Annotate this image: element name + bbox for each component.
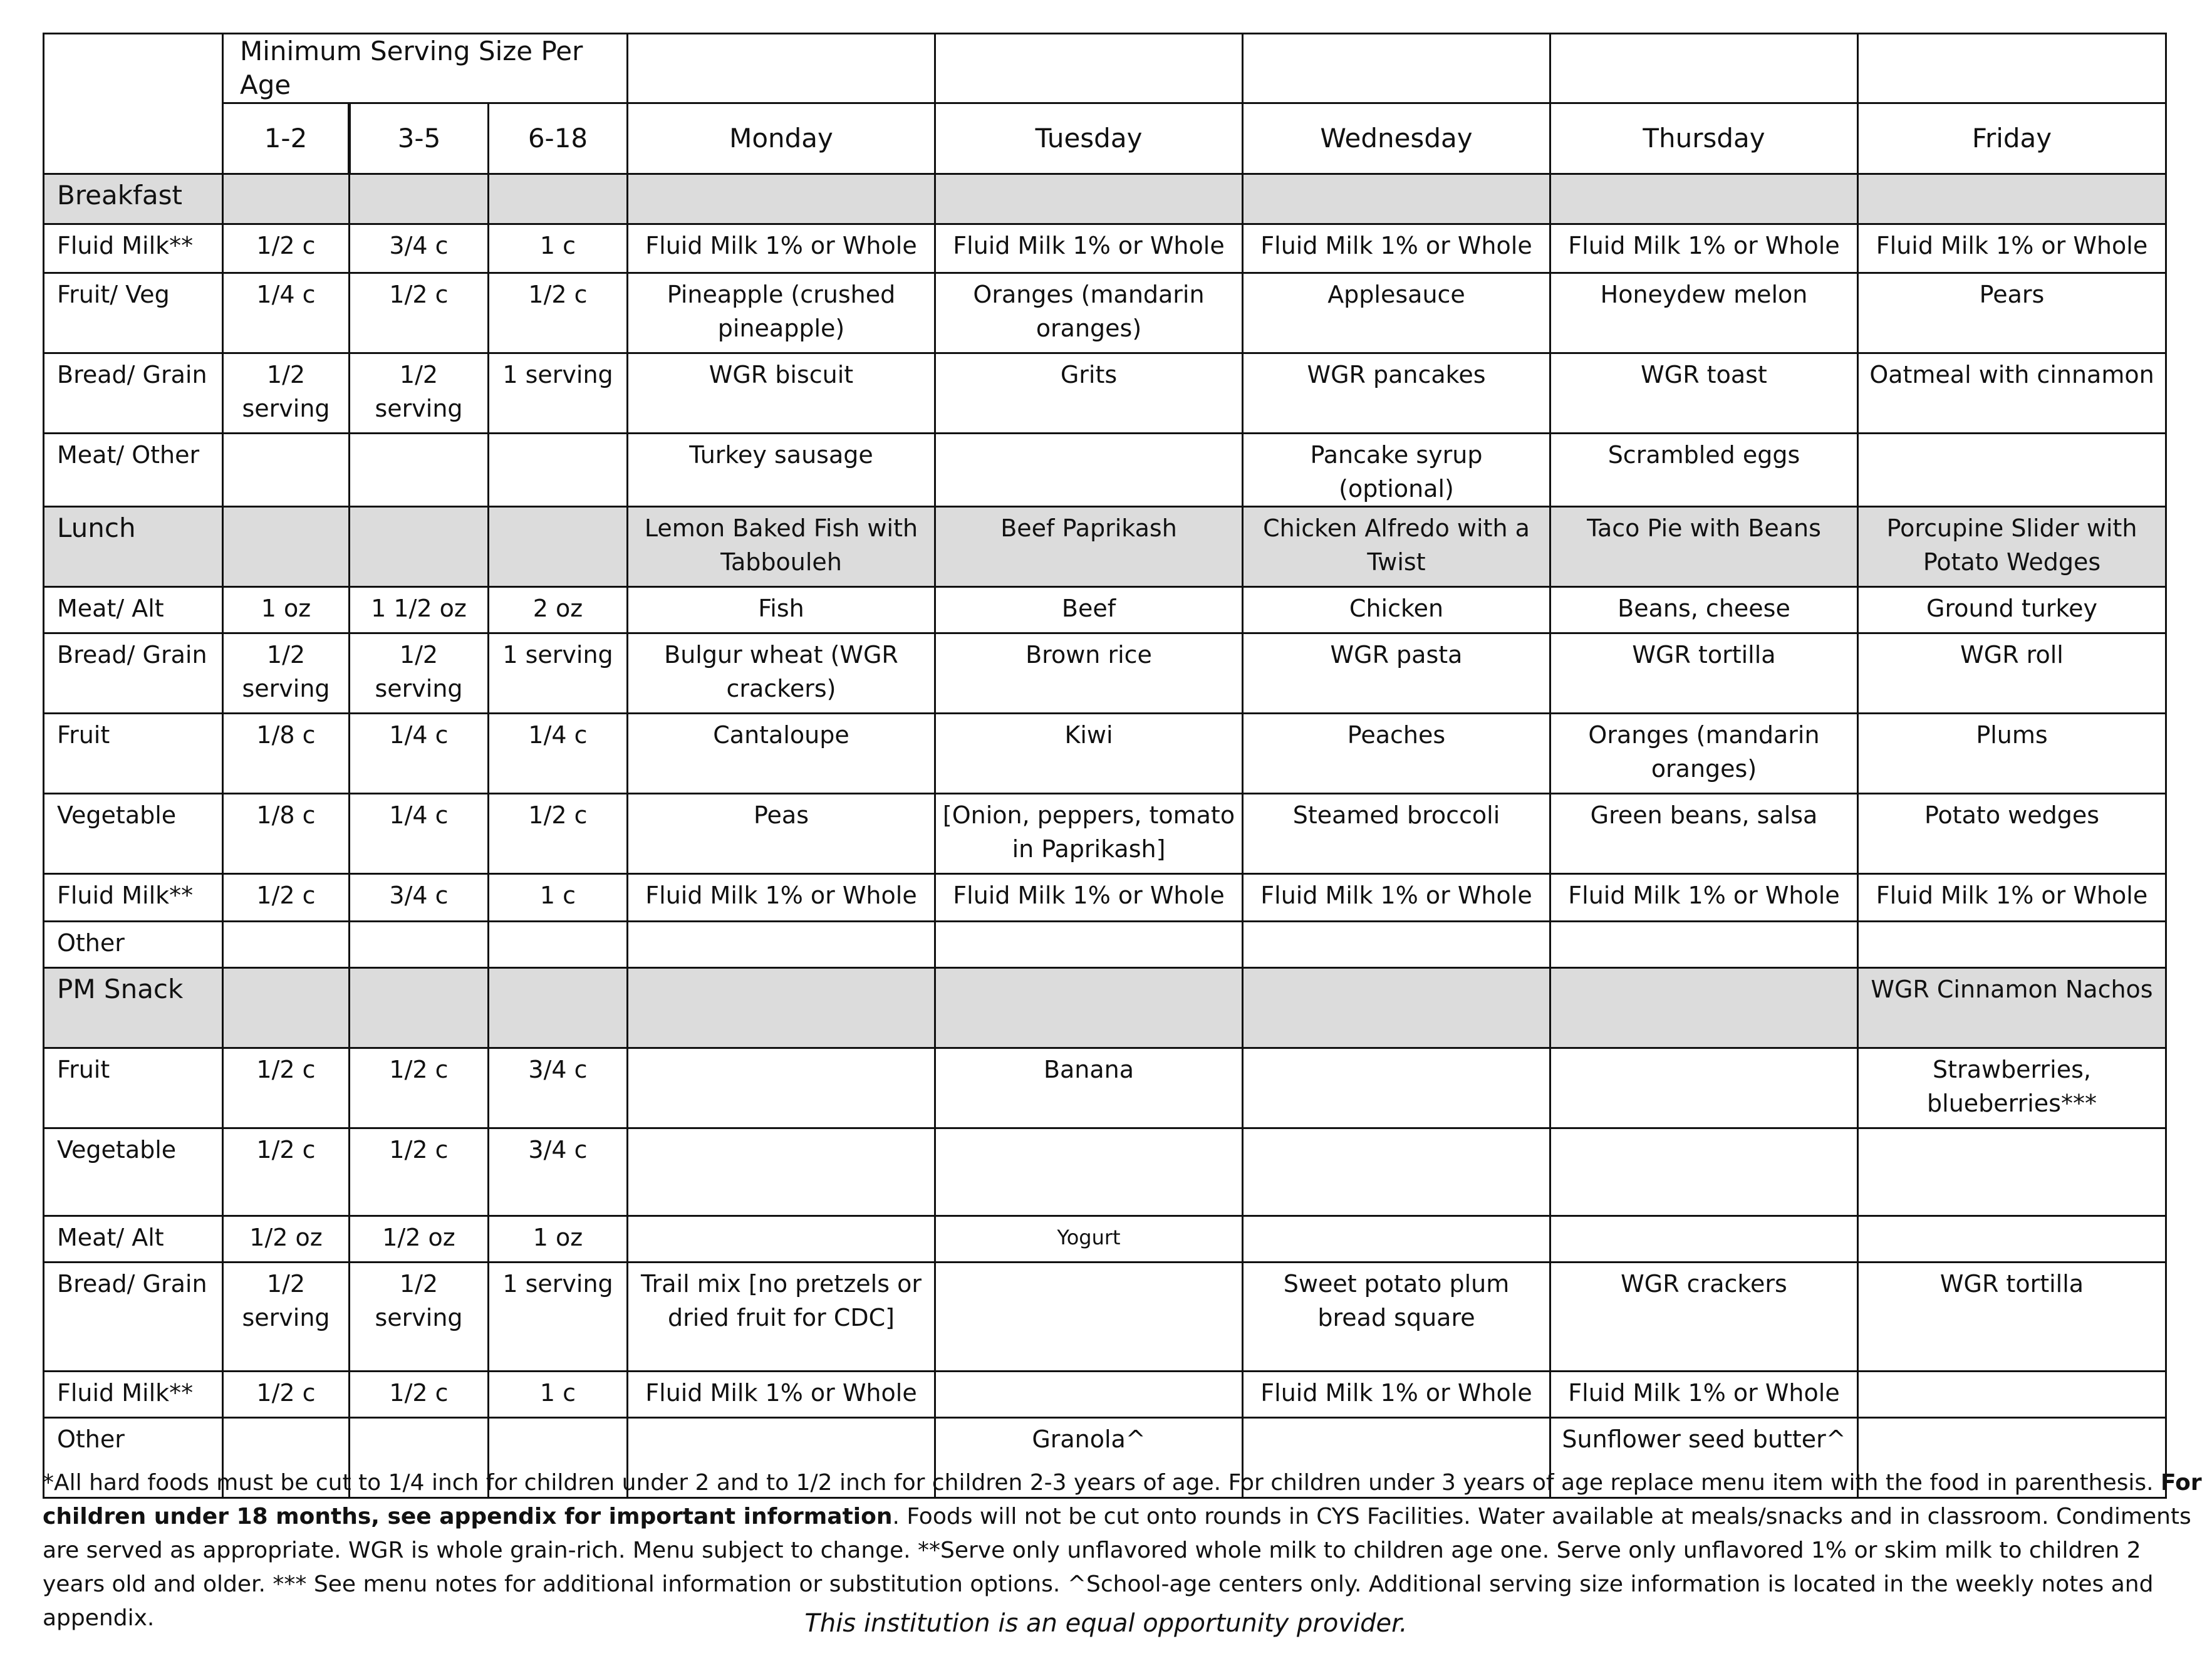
serving-size-cell [350, 434, 489, 507]
menu-cell: Fluid Milk 1% or Whole [935, 874, 1243, 922]
serving-size-cell [223, 968, 350, 1048]
menu-cell: Fluid Milk 1% or Whole [1550, 224, 1858, 273]
menu-item-row [44, 224, 2166, 273]
menu-item-row [44, 922, 2166, 968]
menu-cell [628, 1216, 935, 1263]
menu-cell: WGR tortilla [1550, 633, 1858, 714]
serving-size-cell: 1/2 oz [350, 1216, 489, 1263]
component-label: Fluid Milk** [44, 1372, 223, 1418]
header-row-days [44, 103, 2166, 174]
serving-size-cell: 1/2 oz [223, 1216, 350, 1263]
serving-size-cell: 2 oz [489, 587, 628, 633]
menu-cell: [Onion, peppers, tomato in Paprikash] [935, 794, 1243, 874]
age-header: 6-18 [489, 103, 628, 174]
menu-cell: Porcupine Slider with Potato Wedges [1858, 507, 2166, 587]
menu-cell [935, 434, 1243, 507]
serving-size-cell: 1/2 c [223, 224, 350, 273]
menu-cell: Pineapple (crushed pineapple) [628, 273, 935, 353]
serving-size-cell: 1 1/2 oz [350, 587, 489, 633]
meal-label: PM Snack [44, 968, 223, 1048]
menu-cell [628, 922, 935, 968]
menu-cell: Chicken Alfredo with a Twist [1243, 507, 1550, 587]
menu-cell: Oranges (mandarin oranges) [1550, 714, 1858, 794]
serving-size-cell [223, 507, 350, 587]
header-row-top [44, 34, 2166, 103]
menu-item-row [44, 1263, 2166, 1372]
weekly-menu-table [43, 33, 2167, 1499]
footnote-text-2: . Foods will not be cut onto rounds in CYS Facilities. Water available at meals/snacks and in classroom. Condiments are served as appropriate. WGR is whole grain-rich. Menu subject to change. **Serve only unflavored whole milk to children age one. Serve only unflavored 1% or skim milk to children 2 years old and older. *** See menu notes for additional information or substitution options. ^School-age centers only. Additional serving size information is located in the weekly notes and appendix. [43, 1504, 2191, 1631]
menu-cell: Kiwi [935, 714, 1243, 794]
serving-size-cell: 1/4 c [489, 714, 628, 794]
serving-size-cell [223, 922, 350, 968]
blank-header-cell [1243, 34, 1550, 103]
serving-size-cell: 3/4 c [350, 874, 489, 922]
menu-cell: Beef [935, 587, 1243, 633]
serving-size-cell: 1 oz [223, 587, 350, 633]
menu-cell [1243, 174, 1550, 224]
serving-size-cell [223, 434, 350, 507]
component-label: Other [44, 1418, 223, 1498]
day-header-wednesday: Wednesday [1243, 103, 1550, 174]
menu-cell [1858, 1372, 2166, 1418]
component-label: Meat/ Alt [44, 587, 223, 633]
serving-size-cell: 3/4 c [489, 1128, 628, 1216]
component-label: Fluid Milk** [44, 224, 223, 273]
blank-header-cell [1858, 34, 2166, 103]
serving-size-cell: 1/2 c [223, 874, 350, 922]
serving-size-cell: 1 c [489, 224, 628, 273]
serving-size-cell [223, 174, 350, 224]
menu-cell: Sweet potato plum bread square [1243, 1263, 1550, 1372]
menu-cell: Fluid Milk 1% or Whole [935, 224, 1243, 273]
menu-cell: Bulgur wheat (WGR crackers) [628, 633, 935, 714]
age-header: 1-2 [223, 103, 350, 174]
serving-size-cell: 1/4 c [350, 714, 489, 794]
meal-section-row [44, 507, 2166, 587]
serving-size-cell: 3/4 c [489, 1048, 628, 1128]
serving-size-cell: 1/2 serving [223, 353, 350, 434]
menu-cell [628, 1048, 935, 1128]
component-label: Vegetable [44, 794, 223, 874]
serving-size-cell [489, 968, 628, 1048]
menu-cell: Fluid Milk 1% or Whole [1858, 224, 2166, 273]
menu-cell: Applesauce [1243, 273, 1550, 353]
menu-item-row [44, 434, 2166, 507]
menu-item-row [44, 353, 2166, 434]
menu-cell: Green beans, salsa [1550, 794, 1858, 874]
menu-item-row [44, 633, 2166, 714]
serving-size-cell: 1 c [489, 1372, 628, 1418]
serving-size-cell [350, 174, 489, 224]
menu-cell: Fluid Milk 1% or Whole [628, 224, 935, 273]
menu-cell [935, 968, 1243, 1048]
menu-cell [935, 1128, 1243, 1216]
serving-size-cell: 1/4 c [350, 794, 489, 874]
component-label: Fruit/ Veg [44, 273, 223, 353]
menu-cell [1243, 968, 1550, 1048]
component-label: Vegetable [44, 1128, 223, 1216]
serving-size-cell [350, 507, 489, 587]
menu-cell: Plums [1858, 714, 2166, 794]
menu-cell: WGR toast [1550, 353, 1858, 434]
serving-size-cell [489, 174, 628, 224]
serving-size-cell: 1/8 c [223, 714, 350, 794]
serving-size-cell: 1/2 c [350, 273, 489, 353]
serving-size-cell: 1 c [489, 874, 628, 922]
serving-size-cell: 1/2 c [223, 1048, 350, 1128]
menu-cell [935, 922, 1243, 968]
menu-item-row [44, 1048, 2166, 1128]
component-label: Meat/ Other [44, 434, 223, 507]
menu-cell: Fluid Milk 1% or Whole [1550, 874, 1858, 922]
serving-size-cell: 1/2 c [223, 1128, 350, 1216]
menu-cell: Sunflower seed butter^ [1550, 1418, 1858, 1498]
menu-cell: Ground turkey [1858, 587, 2166, 633]
serving-size-cell: 1 serving [489, 353, 628, 434]
menu-cell: Granola^ [935, 1418, 1243, 1498]
serving-size-cell: 1/2 serving [350, 633, 489, 714]
menu-cell: Fluid Milk 1% or Whole [628, 1372, 935, 1418]
menu-cell [628, 1128, 935, 1216]
component-label: Meat/ Alt [44, 1216, 223, 1263]
serving-size-cell [489, 434, 628, 507]
corner-cell [44, 34, 223, 174]
meal-section-row [44, 174, 2166, 224]
menu-cell: Fluid Milk 1% or Whole [1243, 1372, 1550, 1418]
menu-cell: Peas [628, 794, 935, 874]
meal-label: Breakfast [44, 174, 223, 224]
serving-size-cell: 1/2 c [350, 1128, 489, 1216]
menu-cell: Pears [1858, 273, 2166, 353]
menu-cell: Fluid Milk 1% or Whole [1550, 1372, 1858, 1418]
serving-size-cell: 1 serving [489, 1263, 628, 1372]
serving-size-cell: 1/2 serving [350, 1263, 489, 1372]
serving-size-title: Minimum Serving Size Per Age [223, 34, 628, 103]
menu-cell [1550, 1216, 1858, 1263]
menu-cell: Beef Paprikash [935, 507, 1243, 587]
menu-cell: Peaches [1243, 714, 1550, 794]
menu-cell: Strawberries, blueberries*** [1858, 1048, 2166, 1128]
menu-cell: WGR crackers [1550, 1263, 1858, 1372]
menu-cell: WGR tortilla [1858, 1263, 2166, 1372]
menu-cell [1550, 1128, 1858, 1216]
menu-item-row [44, 587, 2166, 633]
menu-cell [1858, 174, 2166, 224]
menu-item-row [44, 794, 2166, 874]
component-label: Fruit [44, 1048, 223, 1128]
component-label: Bread/ Grain [44, 353, 223, 434]
menu-cell [1550, 174, 1858, 224]
menu-cell: WGR Cinnamon Nachos [1858, 968, 2166, 1048]
serving-size-cell [350, 968, 489, 1048]
menu-cell [1550, 922, 1858, 968]
component-label: Fruit [44, 714, 223, 794]
menu-item-row [44, 1372, 2166, 1418]
menu-cell: Scrambled eggs [1550, 434, 1858, 507]
day-header-thursday: Thursday [1550, 103, 1858, 174]
menu-cell [1858, 1128, 2166, 1216]
menu-cell: Turkey sausage [628, 434, 935, 507]
menu-cell: Oranges (mandarin oranges) [935, 273, 1243, 353]
menu-cell: Grits [935, 353, 1243, 434]
menu-item-row [44, 273, 2166, 353]
component-label: Bread/ Grain [44, 1263, 223, 1372]
menu-cell: Oatmeal with cinnamon [1858, 353, 2166, 434]
menu-cell: Chicken [1243, 587, 1550, 633]
serving-size-cell: 1/4 c [223, 273, 350, 353]
meal-section-row [44, 968, 2166, 1048]
menu-cell: WGR pasta [1243, 633, 1550, 714]
menu-cell [1243, 1128, 1550, 1216]
menu-cell [1858, 434, 2166, 507]
menu-cell: WGR biscuit [628, 353, 935, 434]
day-header-friday: Friday [1858, 103, 2166, 174]
menu-item-row [44, 714, 2166, 794]
menu-item-row [44, 1128, 2166, 1216]
menu-cell: Potato wedges [1858, 794, 2166, 874]
menu-cell: Banana [935, 1048, 1243, 1128]
menu-item-row [44, 874, 2166, 922]
menu-cell: Trail mix [no pretzels or dried fruit for CDC] [628, 1263, 935, 1372]
menu-item-row [44, 1216, 2166, 1263]
serving-size-cell: 1/2 c [489, 794, 628, 874]
menu-cell [1243, 1048, 1550, 1128]
menu-cell [1243, 922, 1550, 968]
menu-cell [628, 968, 935, 1048]
serving-size-cell: 1/2 serving [350, 353, 489, 434]
age-header: 3-5 [350, 103, 489, 174]
menu-cell: Yogurt [935, 1216, 1243, 1263]
day-header-tuesday: Tuesday [935, 103, 1243, 174]
serving-size-cell: 1/2 serving [223, 633, 350, 714]
component-label: Fluid Milk** [44, 874, 223, 922]
menu-cell [935, 174, 1243, 224]
menu-cell [628, 174, 935, 224]
serving-size-cell: 1/8 c [223, 794, 350, 874]
menu-cell [1550, 1048, 1858, 1128]
serving-size-cell: 1/2 serving [223, 1263, 350, 1372]
footnote-text-1: *All hard foods must be cut to 1/4 inch for children under 2 and to 1/2 inch for children 2-3 years of age. For children under 3 years of age replace menu item with the food in parenthesis. [43, 1470, 2161, 1496]
serving-size-cell: 1/2 c [489, 273, 628, 353]
menu-cell: Pancake syrup (optional) [1243, 434, 1550, 507]
menu-cell: Cantaloupe [628, 714, 935, 794]
menu-cell [1243, 1216, 1550, 1263]
day-header-monday: Monday [628, 103, 935, 174]
menu-cell: Lemon Baked Fish with Tabbouleh [628, 507, 935, 587]
blank-header-cell [935, 34, 1243, 103]
menu-cell: Fluid Milk 1% or Whole [1243, 874, 1550, 922]
menu-cell [935, 1263, 1243, 1372]
serving-size-cell: 1 serving [489, 633, 628, 714]
serving-size-cell: 1/2 c [350, 1048, 489, 1128]
menu-cell: Fish [628, 587, 935, 633]
serving-size-cell: 3/4 c [350, 224, 489, 273]
blank-header-cell [628, 34, 935, 103]
serving-size-cell: 1 oz [489, 1216, 628, 1263]
serving-size-cell: 1/2 c [350, 1372, 489, 1418]
menu-cell: Brown rice [935, 633, 1243, 714]
menu-cell: WGR roll [1858, 633, 2166, 714]
menu-cell [935, 1372, 1243, 1418]
menu-cell [1858, 1216, 2166, 1263]
serving-size-cell: 1/2 c [223, 1372, 350, 1418]
serving-size-cell [489, 922, 628, 968]
menu-cell [1858, 922, 2166, 968]
menu-cell: Beans, cheese [1550, 587, 1858, 633]
menu-cell: Fluid Milk 1% or Whole [628, 874, 935, 922]
menu-cell [1550, 968, 1858, 1048]
blank-header-cell [1550, 34, 1858, 103]
meal-label: Lunch [44, 507, 223, 587]
menu-cell: Honeydew melon [1550, 273, 1858, 353]
menu-cell: Steamed broccoli [1243, 794, 1550, 874]
menu-cell: WGR pancakes [1243, 353, 1550, 434]
serving-size-cell [489, 507, 628, 587]
menu-cell: Fluid Milk 1% or Whole [1243, 224, 1550, 273]
component-label: Bread/ Grain [44, 633, 223, 714]
footnote-bold-text: For children under 18 months, see appendix for important information [43, 1470, 2202, 1529]
serving-size-cell [350, 922, 489, 968]
equal-opportunity-statement: This institution is an equal opportunity provider. [804, 1609, 1408, 1638]
menu-cell: Taco Pie with Beans [1550, 507, 1858, 587]
menu-cell: Fluid Milk 1% or Whole [1858, 874, 2166, 922]
component-label: Other [44, 922, 223, 968]
